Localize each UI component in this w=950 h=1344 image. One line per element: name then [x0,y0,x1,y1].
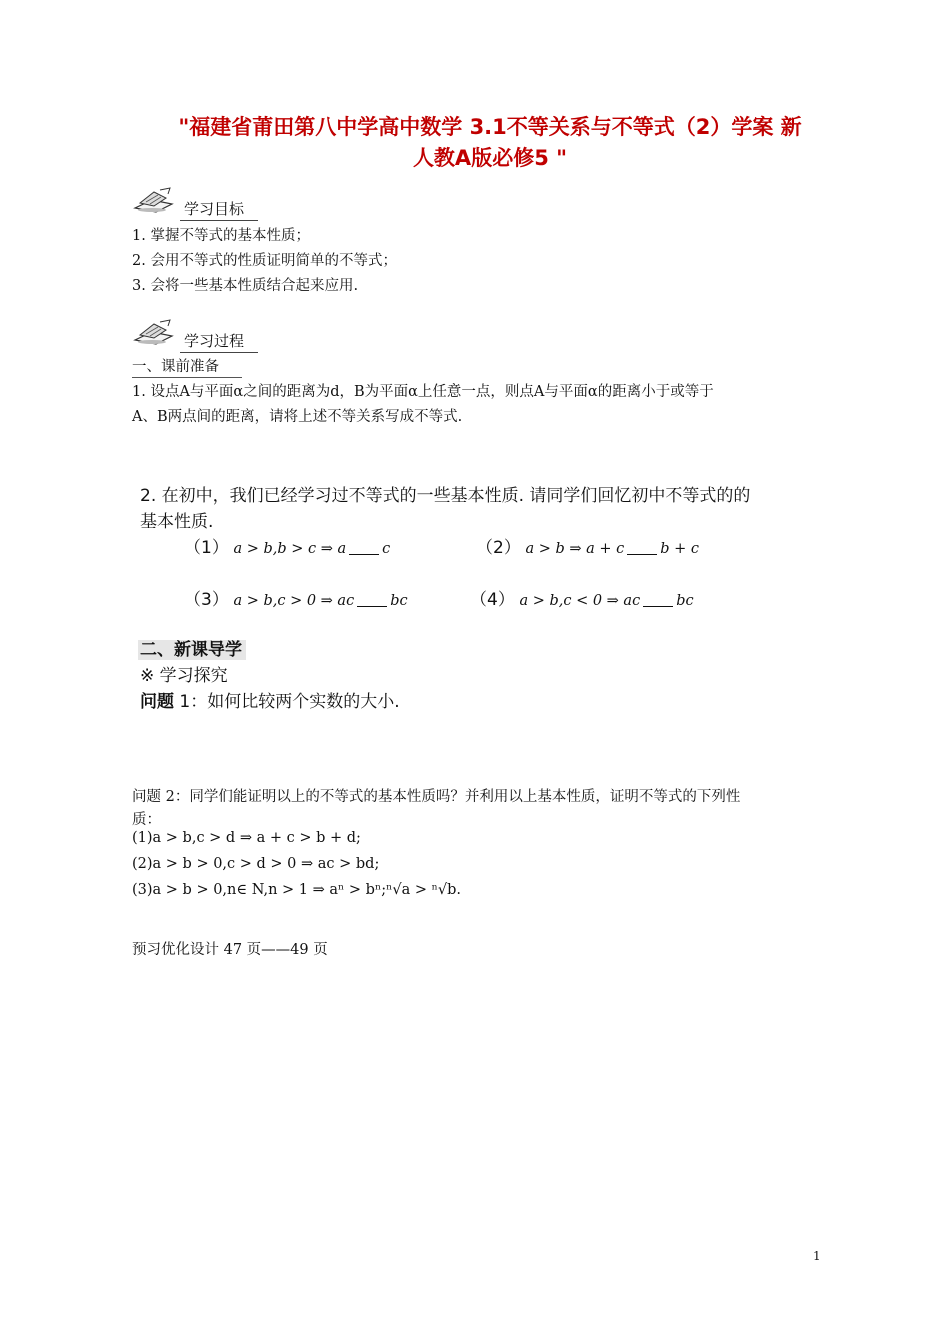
book-icon [132,186,176,214]
goal-item-2: 2. 会用不等式的性质证明简单的不等式； [132,253,397,269]
property-rhs: c [382,541,391,557]
property-lhs: a > b,b > c ⇒ a [233,541,347,557]
problem-1-text: 1：如何比较两个实数的大小. [174,692,400,712]
answer-blank[interactable] [643,606,673,607]
problem-2-line-1: 问题 2：同学们能证明以上的不等式的基本性质吗？并利用以上基本性质，证明不等式的下列性 [132,789,741,805]
property-lhs: a > b,c < 0 ⇒ ac [519,593,641,609]
property-number: （1） [184,538,229,558]
property-3 [184,585,408,610]
section-goals-label: 学习目标 [180,198,258,221]
document-title [150,112,830,174]
property-lhs: a > b,c > 0 ⇒ ac [233,593,355,609]
title-line-1: "福建省莆田第八中学高中数学 3.1不等关系与不等式（2）学案 新 [178,115,802,139]
formula-3: (3)a > b > 0,n∈ N,n > 1 ⇒ aⁿ > bⁿ;ⁿ√a > ⁿ√b. [132,882,462,898]
formula-1: (1)a > b,c > d ⇒ a + c > b + d; [132,830,361,846]
property-rhs: bc [390,593,408,609]
property-number: （2） [476,538,521,558]
formula-2: (2)a > b > 0,c > d > 0 ⇒ ac > bd; [132,856,380,872]
property-lhs: a > b ⇒ a + c [525,541,625,557]
answer-blank[interactable] [349,554,379,555]
book-icon [132,318,176,346]
question-1-line-2: A、B两点间的距离，请将上述不等关系写成不等式. [132,409,463,425]
property-4 [470,585,694,610]
property-1 [184,533,390,558]
question-2-line-2: 基本性质. [140,512,214,532]
part1-title: 一、课前准备 [132,355,242,378]
property-number: （3） [184,590,229,610]
problem-1-label: 问题 [140,692,174,712]
part2-title-text: 二、新课导学 [138,640,246,660]
problem-1 [140,687,400,712]
part2-title [138,635,246,660]
goal-item-1: 1. 掌握不等式的基本性质； [132,228,310,244]
answer-blank[interactable] [627,554,657,555]
question-2-line-1: 2. 在初中，我们已经学习过不等式的一些基本性质. 请同学们回忆初中不等式的的 [140,486,751,506]
question-1-line-1: 1. 设点A与平面α之间的距离为d，B为平面α上任意一点，则点A与平面α的距离小于或等于 [132,384,714,400]
explore-heading: ※ 学习探究 [140,666,228,686]
problem-2-line-2: 质： [132,812,161,828]
answer-blank[interactable] [357,606,387,607]
property-number: （4） [470,590,515,610]
property-rhs: bc [676,593,694,609]
title-line-2: 人教A版必修5 " [412,146,568,170]
reference-text: 预习优化设计 47 页——49 页 [132,942,328,958]
section-process-label: 学习过程 [180,330,258,353]
property-2 [476,533,699,558]
page-number: 1 [813,1249,821,1263]
goal-item-3: 3. 会将一些基本性质结合起来应用. [132,278,359,294]
property-rhs: b + c [660,541,700,557]
